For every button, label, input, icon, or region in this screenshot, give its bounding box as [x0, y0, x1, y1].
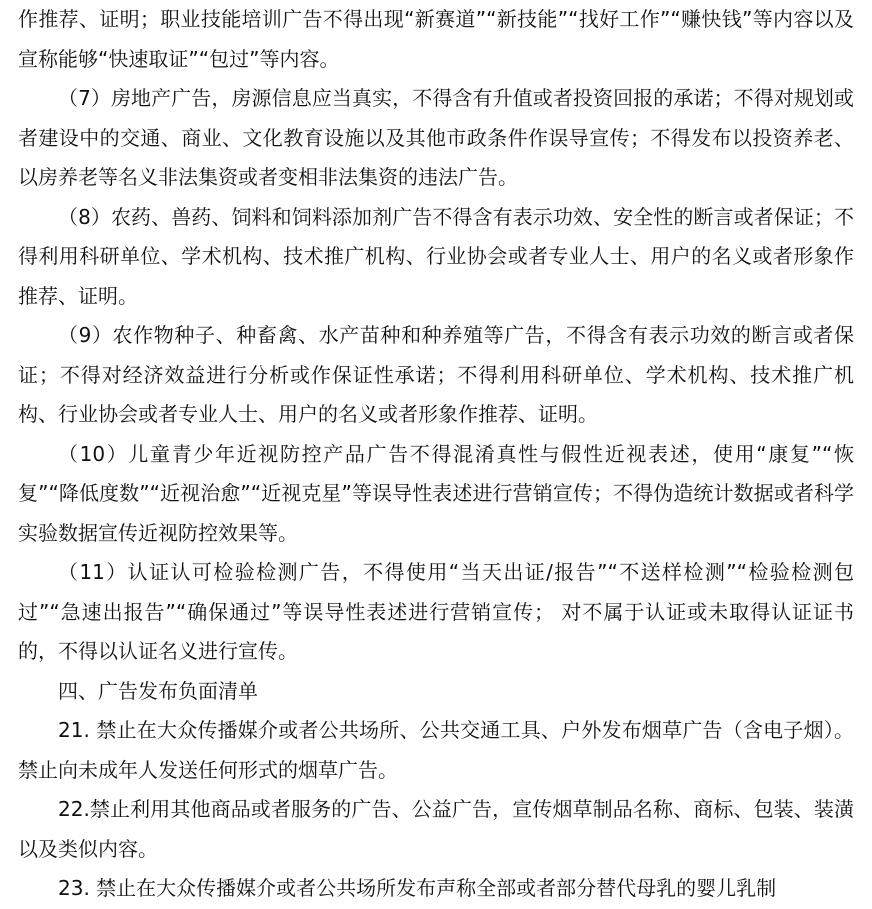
paragraph-item-21: 21. 禁止在大众传播媒介或者公共场所、公共交通工具、户外发布烟草广告（含电子烟）。禁止向未成年人发送任何形式的烟草广告。	[18, 718, 854, 782]
section-heading-4: 四、广告发布负面清单	[58, 678, 258, 703]
paragraph-item-22: 22.禁止利用其他商品或者服务的广告、公益广告，宣传烟草制品名称、商标、包装、装潢以及类似内容。	[18, 797, 854, 861]
paragraph-item-23: 23. 禁止在大众传播媒介或者公共场所发布声称全部或者部分替代母乳的婴儿乳制	[58, 876, 777, 900]
paragraph-item-9: （9）农作物种子、种畜禽、水产苗种和种养殖等广告，不得含有表示功效的断言或者保证；不得对经济效益进行分析或作保证性承诺；不得利用科研单位、学术机构、技术推广机构、行业协会或者专业人士、用户的名义或者形象作推荐、证明。	[18, 323, 854, 426]
paragraph-item-8: （8）农药、兽药、饲料和饲料添加剂广告不得含有表示功效、安全性的断言或者保证；不得利用科研单位、学术机构、技术推广机构、行业协会或者专业人士、用户的名义或者形象作推荐、证明。	[18, 204, 854, 308]
paragraph-continuation: 作推荐、证明；职业技能培训广告不得出现“新赛道”“新技能”“找好工作”“赚快钱”等内容以及宣称能够“快速取证”“包过”等内容。	[18, 7, 854, 71]
paragraph-item-7: （7）房地产广告，房源信息应当真实，不得含有升值或者投资回报的承诺；不得对规划或者建设中的交通、商业、文化教育设施以及其他市政条件作误导宣传；不得发布以投资养老、以房养老等名义非法集资或者变相非法集资的违法广告。	[18, 86, 854, 189]
paragraph-item-11: （11）认证认可检验检测广告，不得使用“当天出证/报告”“不送样检测”“检验检测包过”“急速出报告”“确保通过”等误导性表述进行营销宣传； 对不属于认证或未取得认证证书的，不得以认证名义进行宣传。	[18, 560, 854, 663]
document-body	[18, 0, 854, 909]
paragraph-item-10: （10）儿童青少年近视防控产品广告不得混淆真性与假性近视表述，使用“康复”“恢复”“降低度数”“近视治愈”“近视克星”等误导性表述进行营销宣传；不得伪造统计数据或者科学实验数据宣传近视防控效果等。	[18, 441, 854, 545]
